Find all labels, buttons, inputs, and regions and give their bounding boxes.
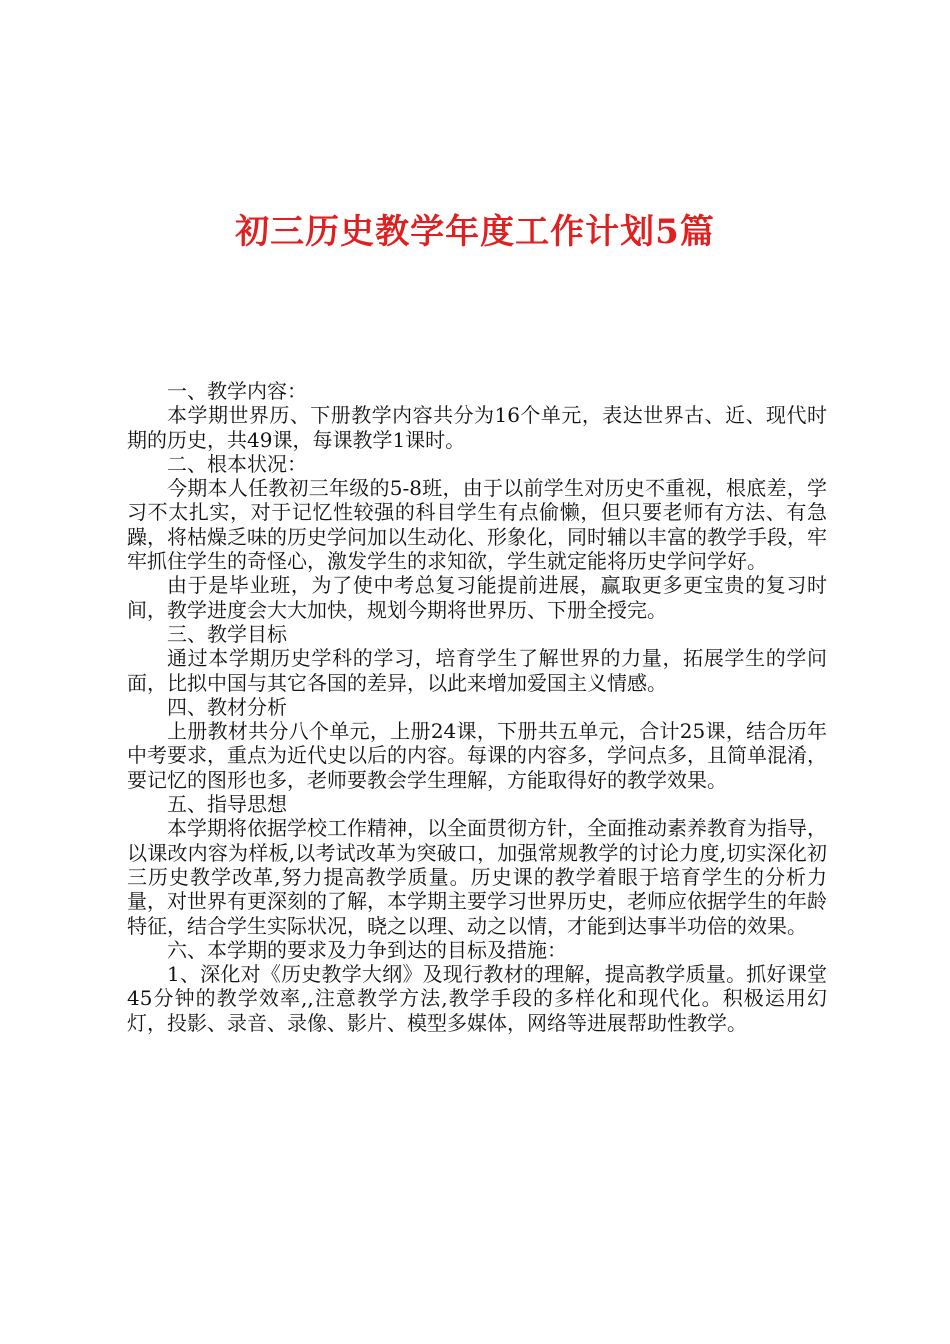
paragraph-materials: 上册教材共分八个单元，上册24课，下册共五单元，合计25课，结合历年中考要求，重点为近代史以后的内容。每课的内容多，学问点多，且简单混淆，要记忆的图形也多，老师要教会学生理解，方能取得好的教学效果。 xyxy=(127,719,827,792)
section-heading-situation: 二、根本状况： xyxy=(167,451,307,476)
paragraph-guidance: 本学期将依据学校工作精神，以全面贯彻方针，全面推动素养教育为指导，以课改内容为样板,以考试改革为突破口，加强常规教学的讨论力度,切实深化初三历史教学改革,努力提高教学质量。历史课的教学着眼于培育学生的分析力量，对世界有更深刻的了解，本学期主要学习世界历史，老师应依据学生的年龄特征，结合学生实际状况，晓之以理、动之以情，才能到达事半功倍的效果。 xyxy=(127,816,827,938)
section-heading-content: 一、教学内容： xyxy=(167,379,307,403)
section-heading-materials: 四、教材分析 xyxy=(167,694,287,719)
section-heading-guidance: 五、指导思想 xyxy=(167,792,287,817)
document-body xyxy=(127,379,827,1035)
paragraph-content: 本学期世界历、下册教学内容共分为16个单元，表达世界古、近、现代时期的历史，共49课，每课教学1课时。 xyxy=(127,403,827,452)
document-title: 初三历史教学年度工作计划5篇 xyxy=(235,212,715,252)
paragraph-goals: 通过本学期历史学科的学习，培育学生了解世界的力量，拓展学生的学问面，比拟中国与其它各国的差异，以此来增加爱国主义情感。 xyxy=(127,646,827,695)
paragraph-schedule: 由于是毕业班，为了使中考总复习能提前进展，赢取更多更宝贵的复习时间，教学进度会大大加快，规划今期将世界历、下册全授完。 xyxy=(127,573,827,622)
paragraph-requirement-1: 1、深化对《历史教学大纲》及现行教材的理解，提高教学质量。抓好课堂45分钟的教学效率,,注意教学方法,教学手段的多样化和现代化。积极运用幻灯，投影、录音、录像、影片、模型多媒体，网络等进展帮助性教学。 xyxy=(127,962,827,1035)
section-heading-goals: 三、教学目标 xyxy=(167,621,287,646)
paragraph-situation: 今期本人任教初三年级的5-8班，由于以前学生对历史不重视，根底差，学习不太扎实，对于记忆性较强的科目学生有点偷懒，但只要老师有方法、有急躁，将枯燥乏味的历史学问加以生动化、形象化，同时辅以丰富的教学手段，牢牢抓住学生的奇怪心，激发学生的求知欲，学生就定能将历史学问学好。 xyxy=(127,476,827,574)
section-heading-requirements: 六、本学期的要求及力争到达的目标及措施： xyxy=(167,937,567,962)
